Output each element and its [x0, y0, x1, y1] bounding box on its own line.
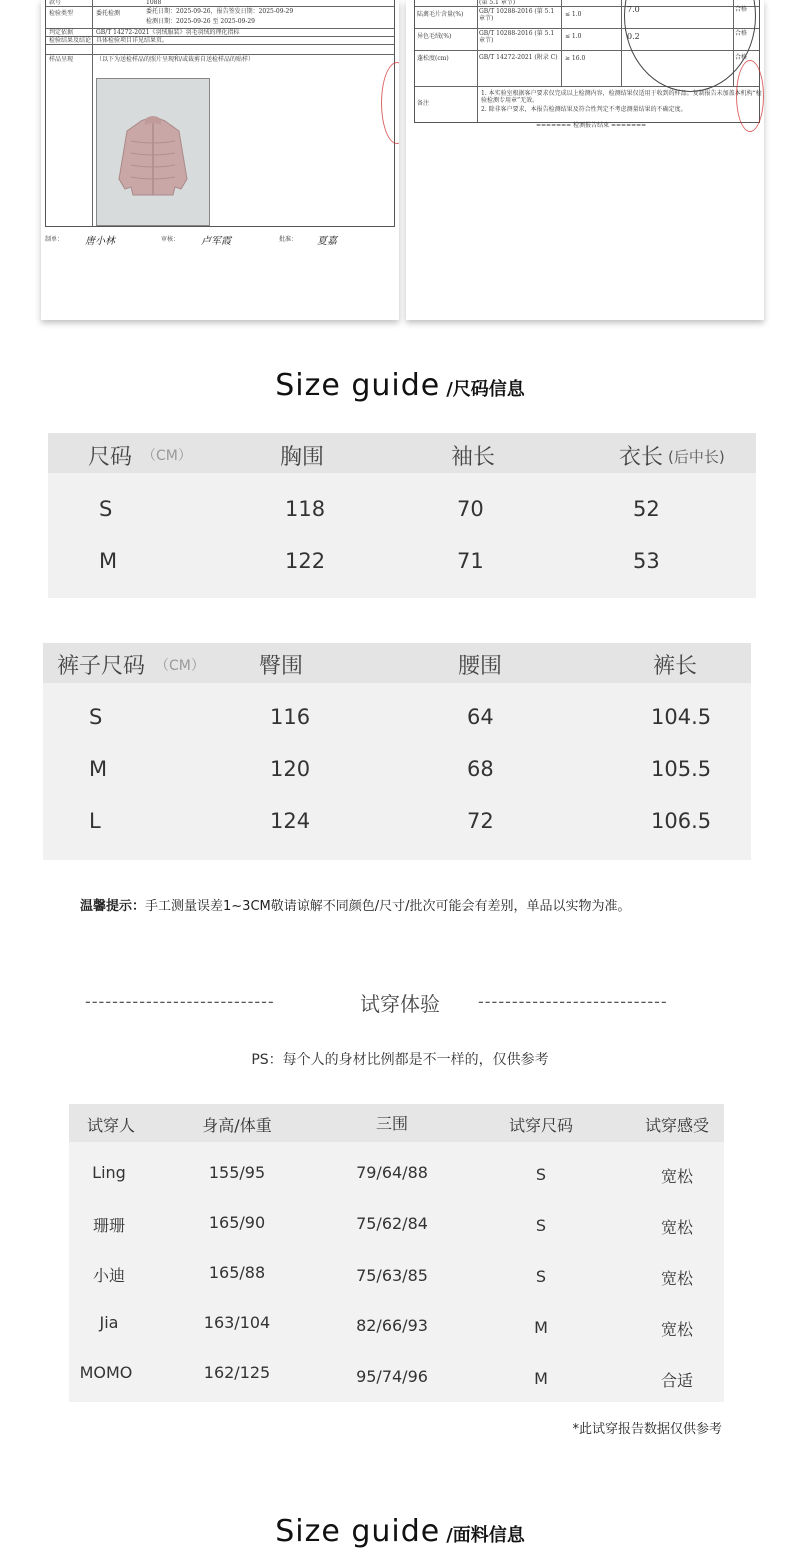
measurement-notice	[80, 895, 631, 914]
header-tried-size: 试穿尺码	[508, 1116, 574, 1135]
waist-value: 72	[467, 809, 494, 833]
tryon-title: 试穿体验	[360, 992, 440, 1016]
header-height-weight: 身高/体重	[202, 1116, 272, 1135]
header-waist: 腰围	[458, 654, 503, 679]
measurements: 82/66/93	[356, 1316, 428, 1335]
note-label: 备注	[417, 100, 430, 107]
std-text: (第 5.1 章节)	[479, 0, 516, 6]
test-date: 检测日期：2025-09-26 至 2025-09-29	[146, 18, 256, 25]
table-header-row	[43, 643, 751, 683]
row-label: 检验类型	[49, 10, 74, 17]
test-item: 蓬松度(cm)	[417, 55, 449, 62]
header-unit: （CM）	[155, 658, 205, 674]
header-pants-size: 裤子尺码	[57, 654, 146, 679]
signature: 卢军霞	[201, 236, 231, 247]
sample-jacket-photo	[96, 78, 210, 226]
test-result: 7.0	[627, 5, 640, 14]
sleeve-value: 70	[457, 497, 484, 521]
sleeve-value: 71	[457, 549, 484, 573]
size-value: S	[99, 497, 113, 521]
fit-feeling: 宽松	[660, 1218, 694, 1237]
tester-name: 小迪	[92, 1266, 126, 1285]
tester-name: 珊珊	[92, 1216, 126, 1235]
waist-value: 68	[467, 757, 494, 781]
notice-label: 温馨提示：	[80, 899, 146, 914]
height-weight: 163/104	[203, 1313, 271, 1332]
test-verdict: 合格	[735, 6, 748, 13]
row-label: 检验结果及结论	[49, 37, 92, 44]
signer-role: 审核：	[161, 236, 180, 243]
fit-feeling: 宽松	[660, 1167, 694, 1186]
test-item: 异色毛绒(%)	[417, 33, 452, 40]
header-measurements: 三围	[375, 1114, 409, 1133]
size-value: M	[89, 757, 108, 781]
signature: 夏嘉	[317, 236, 337, 247]
commission-date: 委托日期：2025-09-26，报告签发日期：2025-09-29	[146, 8, 294, 15]
tried-size: S	[535, 1165, 547, 1184]
hip-value: 116	[270, 705, 311, 729]
height-weight: 165/90	[208, 1213, 266, 1232]
height-weight: 162/125	[203, 1363, 271, 1382]
size-guide-title: Size guide	[275, 1514, 441, 1549]
tried-size: S	[535, 1267, 547, 1286]
divider-dashes-right: ----------------------------	[478, 992, 668, 1011]
measurements: 75/63/85	[356, 1266, 428, 1285]
red-seal-stamp	[736, 60, 764, 132]
report-end-text: ======= 检测报告结束 =======	[536, 122, 647, 129]
tried-size: M	[534, 1369, 548, 1388]
size-guide-heading	[0, 368, 800, 403]
pants-length-value: 106.5	[651, 809, 712, 833]
tried-size: S	[535, 1216, 547, 1235]
height-weight: 155/95	[208, 1163, 266, 1182]
test-requirement: ≥ 16.0	[565, 55, 586, 62]
row-value: 委托检测	[96, 10, 121, 17]
fit-feeling: 合适	[660, 1371, 694, 1390]
signature: 唐小林	[85, 236, 115, 247]
hip-value: 124	[270, 809, 311, 833]
header-length-note: (后中长)	[668, 448, 725, 466]
tried-size: M	[534, 1318, 548, 1337]
header-size: 尺码	[88, 445, 133, 470]
fabric-info-heading	[0, 1514, 800, 1549]
notice-text: 手工测量误差1~3CM敬请谅解不同颜色/尺寸/批次可能会有差别，单品以实物为准。	[145, 899, 631, 914]
size-value: L	[89, 809, 101, 833]
measurements: 75/62/84	[356, 1214, 428, 1233]
tryon-ps-note: PS：每个人的身材比例都是不一样的，仅供参考	[251, 1052, 549, 1068]
signer-role: 批准：	[279, 236, 298, 243]
size-value: S	[89, 705, 103, 729]
test-standard: GB/T 10288-2016 (第 5.1 章节)	[479, 8, 555, 22]
header-tester: 试穿人	[86, 1116, 136, 1135]
length-value: 52	[633, 497, 660, 521]
measurements: 79/64/88	[356, 1163, 428, 1182]
row-label: 样品呈现	[49, 56, 74, 63]
test-report-page-right	[406, 0, 764, 320]
header-chest: 胸围	[280, 445, 325, 470]
test-result: 0.2	[627, 32, 640, 41]
row-value: 具体检验项目详见结果页。	[96, 37, 169, 44]
waist-value: 64	[467, 705, 494, 729]
signer-role: 制单：	[45, 236, 64, 243]
tester-name: Ling	[92, 1163, 126, 1182]
header-unit: （CM）	[142, 448, 192, 464]
note-line: 2. 除非客户要求，本报告检测结果及符合性判定不考虑测量结果的不确定度。	[481, 106, 687, 113]
test-verdict: 合格	[735, 30, 748, 37]
size-guide-subtitle: /尺码信息	[446, 379, 525, 400]
size-value: M	[99, 549, 118, 573]
test-standard: GB/T 10288-2016 (第 5.1 章节)	[479, 30, 555, 44]
header-length: 衣长	[619, 445, 664, 470]
length-value: 53	[633, 549, 660, 573]
header-sleeve: 袖长	[451, 445, 496, 470]
chest-value: 122	[285, 549, 326, 573]
size-guide-title: Size guide	[275, 368, 441, 403]
test-requirement: ≤ 1.0	[565, 33, 582, 40]
header-fit-feeling: 试穿感受	[644, 1116, 710, 1135]
tester-name: Jia	[99, 1313, 119, 1332]
tryon-footnote: *此试穿报告数据仅供参考	[572, 1422, 722, 1437]
height-weight: 165/88	[208, 1263, 266, 1282]
tester-name: MOMO	[79, 1363, 133, 1382]
measurements: 95/74/96	[356, 1367, 428, 1386]
fit-feeling: 宽松	[660, 1320, 694, 1339]
test-standard: GB/T 14272-2021 (附录 C)	[479, 54, 558, 61]
test-report-page-left	[41, 0, 399, 320]
report-table-frame	[45, 0, 395, 227]
row-label: 款号	[49, 0, 62, 6]
header-hip: 臀围	[259, 654, 304, 679]
pants-length-value: 105.5	[651, 757, 712, 781]
test-item: 陆禽毛片含量(%)	[417, 11, 464, 18]
test-requirement: ≤ 1.0	[565, 11, 582, 18]
row-value: 1088	[146, 0, 162, 6]
header-pants-length: 裤长	[653, 654, 698, 679]
hip-value: 120	[270, 757, 311, 781]
row-label: 判定依据	[49, 29, 74, 36]
row-value: （以下为送检样品的照片呈现和/或裁剪自送检样品的贴样）	[96, 56, 255, 63]
top-size-table	[48, 433, 756, 598]
row-value: GB/T 14272-2021《羽绒服装》羽毛羽绒的理化指标	[96, 29, 240, 36]
size-guide-subtitle: /面料信息	[446, 1525, 525, 1546]
test-verdict: 合格	[735, 54, 748, 61]
fit-feeling: 宽松	[660, 1269, 694, 1288]
tryon-table	[69, 1104, 724, 1402]
pants-size-table	[43, 643, 751, 860]
chest-value: 118	[285, 497, 326, 521]
pants-length-value: 104.5	[651, 705, 712, 729]
note-line: 1. 本实验室根据客户要求仅完成以上检测内容，检测结果仅适用于收到的样品。复制报告未加盖本机构“检验检测专用章”无效。	[481, 90, 762, 104]
divider-dashes-left: ----------------------------	[85, 992, 275, 1011]
